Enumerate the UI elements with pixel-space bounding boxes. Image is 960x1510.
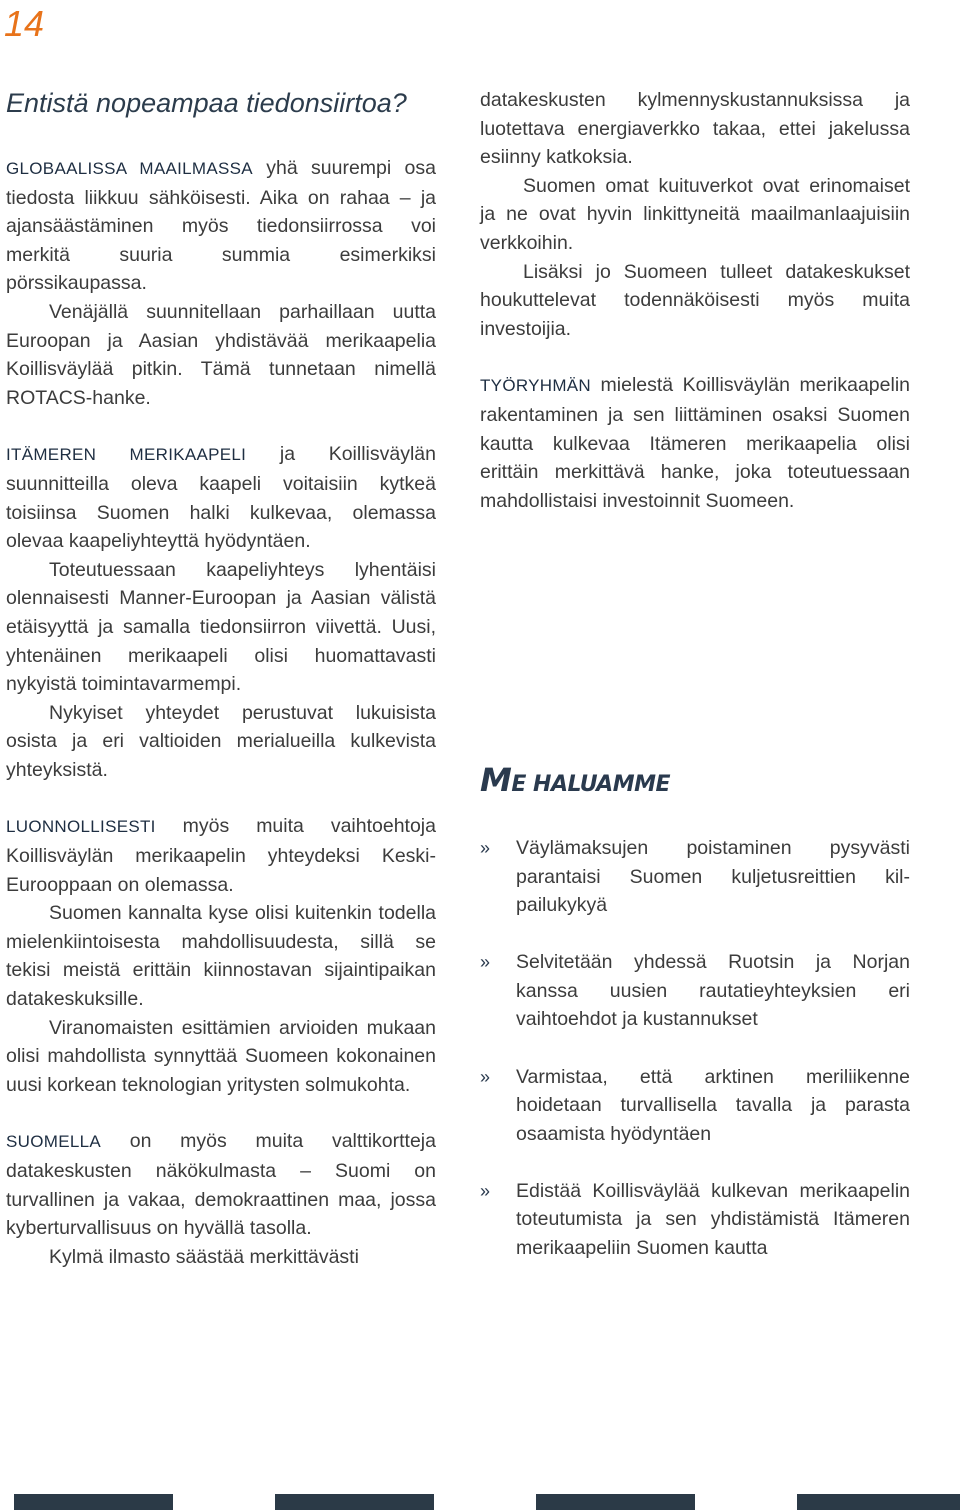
right-column <box>480 86 910 515</box>
bullet-marker-icon: » <box>480 1180 491 1201</box>
paragraph-text: mielestä Koillisväylän merikaapelin rakentaminen ja sen liittäminen osaksi Suomen kautta kulkevaa Itämeren merikaapelia olisi erittäin merkittävä hanke, joka toteutuessaan mahdollistaisi investoinnit Suomeen. <box>480 374 910 512</box>
list-item-text: Väylämaksujen poistaminen pysyvästi parantaisi Suomen kuljetusreittien kilpailukykyä <box>516 837 910 917</box>
list-item-text: Varmistaa, että arktinen meriliikenne hoidetaan turvallisella tavalla ja parasta osaamista hyödyntäen <box>516 1065 910 1145</box>
footer-bar <box>797 1494 960 1510</box>
paragraph-suomella <box>6 1127 436 1242</box>
bullet-marker-icon: » <box>480 1066 491 1087</box>
paragraph-globaalissa <box>6 154 436 298</box>
paragraph-kylma-ilmasto: Kylmä ilmasto säästää merkittävästi <box>49 1245 359 1268</box>
heading-initial: M <box>480 761 512 799</box>
paragraph-tyoryhman <box>480 371 910 515</box>
left-column <box>6 86 436 1271</box>
lead-in: LUONNOLLISESTI <box>6 817 156 837</box>
list-item <box>480 1063 910 1149</box>
paragraph-datakeskusten: datakeskusten kylmennyskustannuksissa ja luotettava energiaverkko takaa, ettei jakelussa esiinny katkoksia. <box>480 89 910 169</box>
heading-rest: E HALUAMME <box>511 772 671 797</box>
footer-bar <box>536 1494 695 1510</box>
lead-in: ITÄMEREN MERIKAAPELI <box>6 445 247 465</box>
paragraph-suomen-kannalta: Suomen kannalta kyse olisi kuitenkin todella mielenkiintoisesta mahdollisuudesta, sillä se tekisi meistä erittäin kiinnostavan sijaintipaikan datakeskuksille. <box>6 902 436 1011</box>
paragraph-itameren <box>6 440 436 555</box>
lead-in: TYÖRYHMÄN <box>480 376 592 396</box>
paragraph-toteutuessaan: Toteutuessaan kaapeliyhteys lyhentäisi olennaisesti Manner-Euroopan ja Aasian välistä etäisyyttä ja samalla tiedonsiirron viivettä. Uusi, yhtenäinen merikaapeli olisi huomattavasti nykyistä toimintavarmempi. <box>6 558 436 696</box>
footer-bar <box>14 1494 173 1510</box>
footer-bar <box>275 1494 434 1510</box>
paragraph-kuituverkot: Suomen omat kuituverkot ovat erinomaiset ja ne ovat hyvin linkittyneitä maailmanlaajuisiin verkkoihin. <box>480 174 910 254</box>
paragraph-viranomaisten: Viranomaisten esittämien arvioiden mukaan olisi mahdollista synnyttää Suomeen kokonainen uusi korkean teknologian yritysten solmukohta. <box>6 1016 436 1096</box>
list-item-text: Edistää Koillisväylää kulkevan merikaapelin toteutumista ja sen yhdistämistä Itämeren merikaapeliin Suomen kautta <box>516 1179 910 1260</box>
page-number: 14 <box>4 3 45 44</box>
paragraph-luonnollisesti <box>6 812 436 899</box>
paragraph-text: myös muita vaihtoehtoja Koillisväylän merikaapelin yhteydeksi Keski-Eurooppaan on olemassa. <box>6 815 436 896</box>
list-item <box>480 1177 910 1263</box>
list-item-text: Selvitetään yhdessä Ruotsin ja Norjan kanssa uusien rautatieyhteyksien eri vaihtoehdot ja kustannukset <box>516 951 910 1031</box>
paragraph-venajalla: Venäjällä suunnitellaan parhaillaan uutta Euroopan ja Aasian yhdistävää merikaapelia Koillisväylää pitkin. Tämä tunnetaan nimellä ROTACS-hanke. <box>6 300 436 409</box>
list-item <box>480 948 910 1034</box>
list-item <box>480 834 910 920</box>
demands-list <box>480 834 910 1291</box>
paragraph-lisaksi: Lisäksi jo Suomeen tulleet datakeskukset houkuttelevat todennäköisesti myös muita investoijia. <box>480 260 910 340</box>
bullet-marker-icon: » <box>480 838 491 858</box>
paragraph-text: yhä suurempi osa tiedosta liikkuu sähköisesti. Aika on rahaa – ja ajansäästäminen myös tiedonsiirrossa voi merkitä suuria summia esimerkiksi pörssikaupassa. <box>6 157 436 295</box>
paragraph-text: on myös muita valttikortteja datakeskusten näkökulmasta – Suomi on turvallinen ja vakaa, demokraattinen maa, jossa kyberturvallisuus on hyvällä tasolla. <box>6 1130 436 1240</box>
paragraph-nykyiset: Nykyiset yhteydet perustuvat lukuisista osista ja eri valtioiden merialueilla kulkevista yhteyksistä. <box>6 701 436 781</box>
lead-in: SUOMELLA <box>6 1132 101 1152</box>
lead-in: GLOBAALISSA MAAILMASSA <box>6 159 253 178</box>
article-title: Entistä nopeampaa tiedonsiirtoa? <box>6 88 407 118</box>
paragraph-text: ja Koillisväylän suunnitteilla oleva kaapeli voitaisiin kytkeä toisiinsa Suomen halki kulkevaa, olemassa olevaa kaapeliyhteyttä hyödyntäen. <box>6 443 436 553</box>
section-heading-me-haluamme <box>480 756 670 809</box>
bullet-marker-icon: » <box>480 952 491 973</box>
